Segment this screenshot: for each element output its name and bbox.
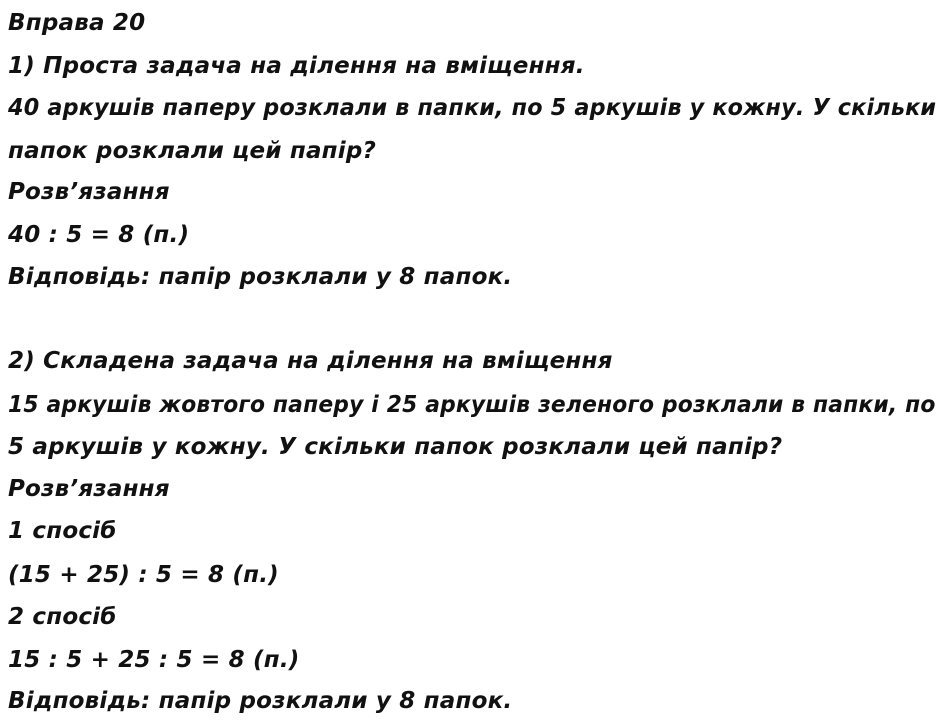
part1-heading: 1) Проста задача на ділення на вміщення. bbox=[8, 53, 585, 79]
part1-problem-line2: папок розклали цей папір? bbox=[8, 138, 377, 164]
part2-method2-label: 2 спосіб bbox=[8, 604, 117, 630]
exercise-title: Вправа 20 bbox=[8, 10, 146, 36]
part1-problem-line1: 40 аркушів паперу розклали в папки, по 5 аркушів у кожну. У скільки bbox=[8, 95, 937, 121]
part2-heading: 2) Складена задача на ділення на вміщення bbox=[8, 348, 613, 374]
part2-solution-label: Розв’язання bbox=[8, 476, 170, 502]
part1-answer: Відповідь: папір розклали у 8 папок. bbox=[8, 264, 513, 290]
part2-answer: Відповідь: папір розклали у 8 папок. bbox=[8, 688, 513, 714]
part2-method1-label: 1 спосіб bbox=[8, 518, 117, 544]
part2-method1-equation: (15 + 25) : 5 = 8 (п.) bbox=[8, 562, 279, 588]
part2-method2-equation: 15 : 5 + 25 : 5 = 8 (п.) bbox=[8, 647, 300, 673]
part1-equation: 40 : 5 = 8 (п.) bbox=[8, 222, 190, 248]
part2-problem-line2: 5 аркушів у кожну. У скільки папок розклали цей папір? bbox=[8, 434, 783, 460]
part1-solution-label: Розв’язання bbox=[8, 179, 170, 205]
part2-problem-line1: 15 аркушів жовтого паперу і 25 аркушів зеленого розклали в папки, по bbox=[8, 392, 936, 418]
